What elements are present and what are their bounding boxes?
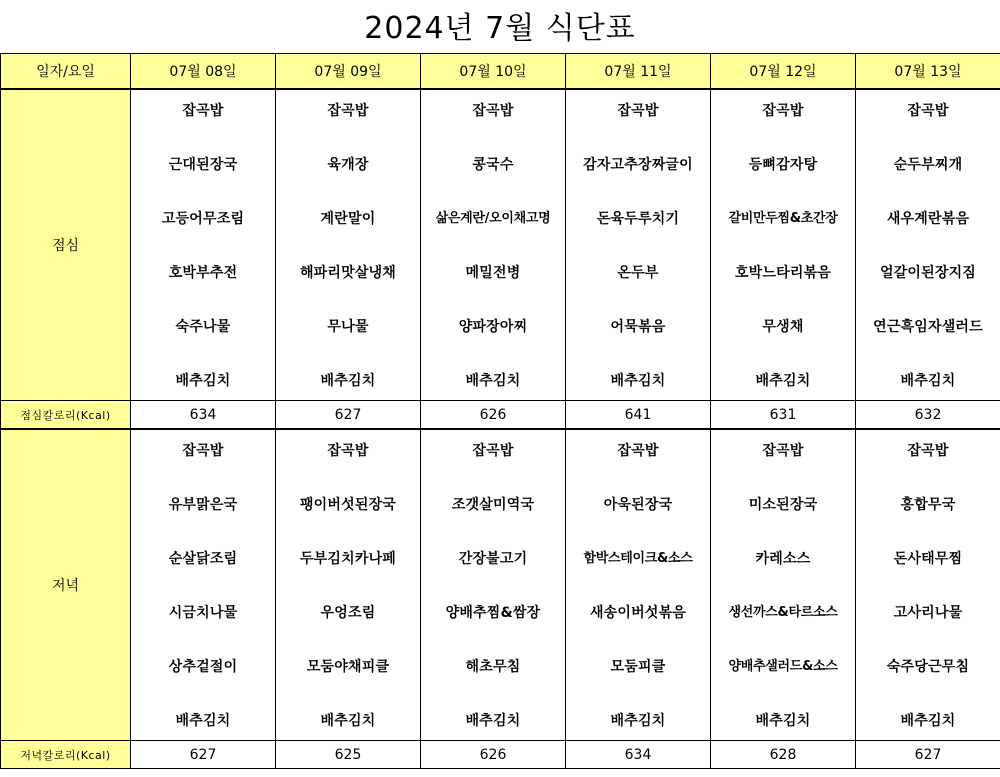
dish-item: 순두부찌개 <box>893 157 963 173</box>
dish-item: 배추김치 <box>900 373 956 389</box>
dish-item: 잡곡밥 <box>327 103 369 119</box>
lunch-calorie-value: 632 <box>856 401 1000 430</box>
dish-item: 고사리나물 <box>893 605 963 621</box>
dish-item: 우엉조림 <box>320 605 376 621</box>
dish-item: 배추김치 <box>320 713 376 729</box>
dish-item: 양파장아찌 <box>458 319 528 335</box>
dish-item: 잡곡밥 <box>182 103 224 119</box>
dish-item: 해파리맛살냉채 <box>299 265 397 281</box>
lunch-cell <box>856 89 1000 401</box>
lunch-label: 점심 <box>1 89 131 401</box>
dish-item: 얼갈이된장지짐 <box>879 265 977 281</box>
dish-list <box>276 434 420 736</box>
dinner-cell <box>131 429 276 741</box>
dish-list <box>131 94 275 396</box>
dish-item: 새우계란볶음 <box>886 211 970 227</box>
dish-item: 콩국수 <box>472 157 514 173</box>
dish-item: 호박부추전 <box>168 265 238 281</box>
dish-item: 배추김치 <box>755 373 811 389</box>
dish-list <box>566 94 710 396</box>
dish-item: 새송이버섯볶음 <box>589 605 687 621</box>
dish-item: 양배추샐러드&소스 <box>728 659 838 674</box>
page-title: 2024년 7월 식단표 <box>364 11 636 46</box>
dish-item: 미소된장국 <box>748 497 818 513</box>
dinner-calorie-value: 627 <box>131 741 276 769</box>
date-header: 07월 10일 <box>421 54 566 90</box>
dish-item: 잡곡밥 <box>762 443 804 459</box>
dish-item: 메밀전병 <box>465 265 521 281</box>
dish-item: 등뼈감자탕 <box>748 157 818 173</box>
dish-item: 카레소스 <box>755 551 811 567</box>
lunch-cell <box>566 89 711 401</box>
header-row <box>1 54 1000 90</box>
menu-table <box>0 53 1000 769</box>
dish-item: 배추김치 <box>175 373 231 389</box>
dish-item: 잡곡밥 <box>907 103 949 119</box>
dish-item: 잡곡밥 <box>472 103 514 119</box>
dish-item: 모둠피클 <box>610 659 666 675</box>
lunch-cell <box>131 89 276 401</box>
dish-item: 간장불고기 <box>458 551 528 567</box>
dish-item: 잡곡밥 <box>762 103 804 119</box>
dish-item: 돈육두루치기 <box>596 211 680 227</box>
dinner-calorie-value: 634 <box>566 741 711 769</box>
dish-item: 잡곡밥 <box>472 443 514 459</box>
dish-item: 돈사태무찜 <box>893 551 963 567</box>
dish-item: 온두부 <box>617 265 659 281</box>
date-header: 07월 12일 <box>711 54 856 90</box>
dish-item: 배추김치 <box>465 713 521 729</box>
dish-item: 배추김치 <box>610 373 666 389</box>
dish-item: 호박느타리볶음 <box>734 265 832 281</box>
dish-item: 조갯살미역국 <box>451 497 535 513</box>
dish-list <box>856 94 1000 396</box>
dish-list <box>711 434 855 736</box>
dish-list <box>276 94 420 396</box>
lunch-calorie-value: 634 <box>131 401 276 430</box>
dinner-calorie-value: 626 <box>421 741 566 769</box>
dish-item: 상추겉절이 <box>168 659 238 675</box>
dish-item: 해초무침 <box>465 659 521 675</box>
dinner-cell <box>856 429 1000 741</box>
dish-item: 근대된장국 <box>168 157 238 173</box>
dish-list <box>566 434 710 736</box>
dish-item: 양배추찜&쌈장 <box>445 605 541 621</box>
dish-item: 숙주나물 <box>175 319 231 335</box>
dish-item: 잡곡밥 <box>182 443 224 459</box>
dish-item: 숙주당근무침 <box>886 659 970 675</box>
date-header: 07월 09일 <box>276 54 421 90</box>
date-day-header: 일자/요일 <box>1 54 131 90</box>
dinner-cell <box>566 429 711 741</box>
lunch-cell <box>711 89 856 401</box>
dish-item: 잡곡밥 <box>617 443 659 459</box>
dish-list <box>711 94 855 396</box>
dish-item: 잡곡밥 <box>617 103 659 119</box>
dish-item: 잡곡밥 <box>327 443 369 459</box>
dish-item: 육개장 <box>327 157 369 173</box>
dish-item: 생선까스&타르소스 <box>728 605 838 620</box>
dish-item: 배추김치 <box>320 373 376 389</box>
dish-item: 홍합무국 <box>900 497 956 513</box>
dinner-calorie-value: 628 <box>711 741 856 769</box>
dinner-label: 저녁 <box>1 429 131 741</box>
lunch-calorie-value: 626 <box>421 401 566 430</box>
dish-item: 삶은계란/오이채고명 <box>435 211 551 226</box>
dish-item: 모둠야채피클 <box>306 659 390 675</box>
dish-item: 고등어무조림 <box>161 211 245 227</box>
dinner-cell <box>276 429 421 741</box>
dish-item: 시금치나물 <box>168 605 238 621</box>
dish-item: 함박스테이크&소스 <box>583 551 693 566</box>
dish-item: 팽이버섯된장국 <box>299 497 397 513</box>
dish-item: 아욱된장국 <box>603 497 673 513</box>
dish-list <box>421 434 565 736</box>
dish-item: 배추김치 <box>610 713 666 729</box>
dinner-row <box>1 429 1000 741</box>
dish-item: 갈비만두찜&초간장 <box>728 211 838 226</box>
dinner-calorie-label: 저녁칼로리(Kcal) <box>1 741 131 769</box>
dinner-calorie-value: 625 <box>276 741 421 769</box>
dish-item: 유부맑은국 <box>168 497 238 513</box>
lunch-calorie-value: 631 <box>711 401 856 430</box>
dish-list <box>421 94 565 396</box>
dish-item: 연근흑임자샐러드 <box>873 319 983 335</box>
dish-list <box>856 434 1000 736</box>
lunch-cell <box>421 89 566 401</box>
dinner-calorie-value: 627 <box>856 741 1000 769</box>
dish-item: 감자고추장짜글이 <box>583 157 693 173</box>
date-header: 07월 08일 <box>131 54 276 90</box>
lunch-calorie-value: 627 <box>276 401 421 430</box>
lunch-cell <box>276 89 421 401</box>
dish-item: 배추김치 <box>900 713 956 729</box>
lunch-calorie-value: 641 <box>566 401 711 430</box>
dish-item: 어묵볶음 <box>610 319 666 335</box>
dish-item: 무나물 <box>327 319 369 335</box>
lunch-row <box>1 89 1000 401</box>
dinner-cell <box>711 429 856 741</box>
dish-item: 배추김치 <box>175 713 231 729</box>
dish-list <box>131 434 275 736</box>
dinner-cell <box>421 429 566 741</box>
dinner-calorie-row <box>1 741 1000 769</box>
dish-item: 무생채 <box>762 319 804 335</box>
lunch-calorie-label: 점심칼로리(Kcal) <box>1 401 131 430</box>
dish-item: 잡곡밥 <box>907 443 949 459</box>
lunch-calorie-row <box>1 401 1000 430</box>
dish-item: 두부김치카나페 <box>299 551 397 567</box>
dish-item: 배추김치 <box>755 713 811 729</box>
date-header: 07월 11일 <box>566 54 711 90</box>
dish-item: 순살닭조림 <box>168 551 238 567</box>
dish-item: 계란말이 <box>320 211 376 227</box>
dish-item: 배추김치 <box>465 373 521 389</box>
date-header: 07월 13일 <box>856 54 1000 90</box>
